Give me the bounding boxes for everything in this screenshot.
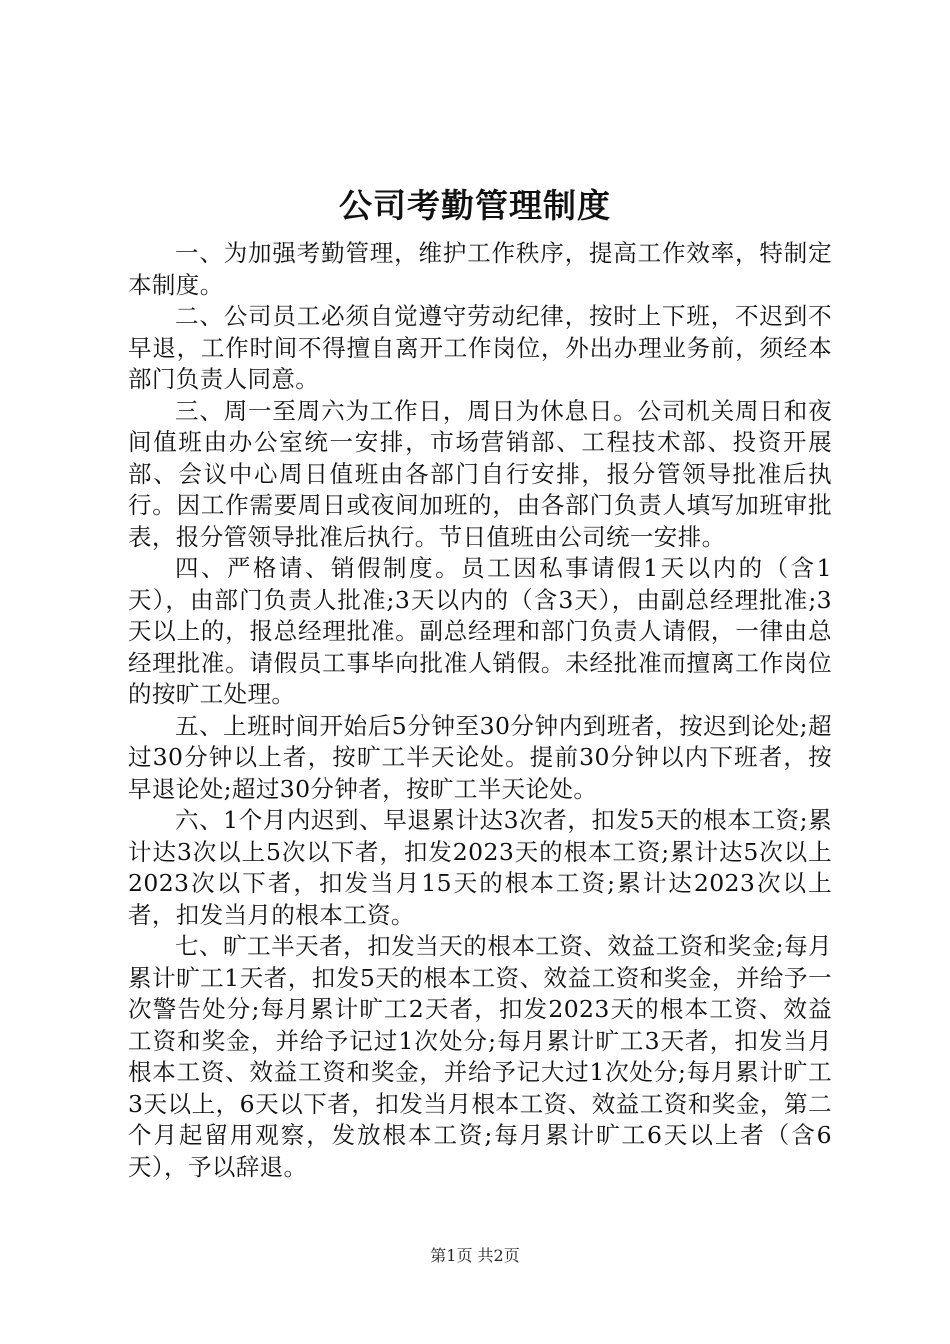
document-body (128, 238, 832, 1183)
paragraph-7: 七、旷工半天者，扣发当天的根本工资、效益工资和奖金;每月累计旷工1天者，扣发5天的根本工资、效益工资和奖金，并给予一次警告处分;每月累计旷工2天者，扣发2023天的根本工资、效益工资和奖金，并给予记过1次处分;每月累计旷工3天者，扣发当月根本工资、效益工资和奖金，并给予记大过1次处分;每月累计旷工3天以上，6天以下者，扣发当月根本工资、效益工资和奖金，第二个月起留用观察，发放根本工资;每月累计旷工6天以上者（含6天），予以辞退。 (128, 932, 832, 1181)
paragraph-4: 四、严格请、销假制度。员工因私事请假1天以内的（含1天），由部门负责人批准;3天以内的（含3天），由副总经理批准;3天以上的，报总经理批准。副总经理和部门负责人请假，一律由总经理批准。请假员工事毕向批准人销假。未经批准而擅离工作岗位的按旷工处理。 (128, 554, 832, 708)
paragraph-1: 一、为加强考勤管理，维护工作秩序，提高工作效率，特制定本制度。 (128, 239, 832, 299)
paragraph-3: 三、周一至周六为工作日，周日为休息日。公司机关周日和夜间值班由办公室统一安排，市场营销部、工程技术部、投资开展部、会议中心周日值班由各部门自行安排，报分管领导批准后执行。因工作需要周日或夜间加班的，由各部门负责人填写加班审批表，报分管领导批准后执行。节日值班由公司统一安排。 (128, 396, 832, 551)
page-number-footer: 第1页 共2页 (430, 1246, 520, 1265)
page-title: 公司考勤管理制度 (339, 186, 611, 225)
paragraph-2: 二、公司员工必须自觉遵守劳动纪律，按时上下班，不迟到不早退，工作时间不得擅自离开工作岗位，外出办理业务前，须经本部门负责人同意。 (128, 302, 832, 393)
paragraph-6: 六、1个月内迟到、早退累计达3次者，扣发5天的根本工资;累计达3次以上5次以下者，扣发2023天的根本工资;累计达5次以上2023次以下者，扣发当月15天的根本工资;累计达2023次以上者，扣发当月的根本工资。 (128, 806, 832, 929)
paragraph-5: 五、上班时间开始后5分钟至30分钟内到班者，按迟到论处;超过30分钟以上者，按旷工半天论处。提前30分钟以内下班者，按早退论处;超过30分钟者，按旷工半天论处。 (128, 711, 832, 803)
